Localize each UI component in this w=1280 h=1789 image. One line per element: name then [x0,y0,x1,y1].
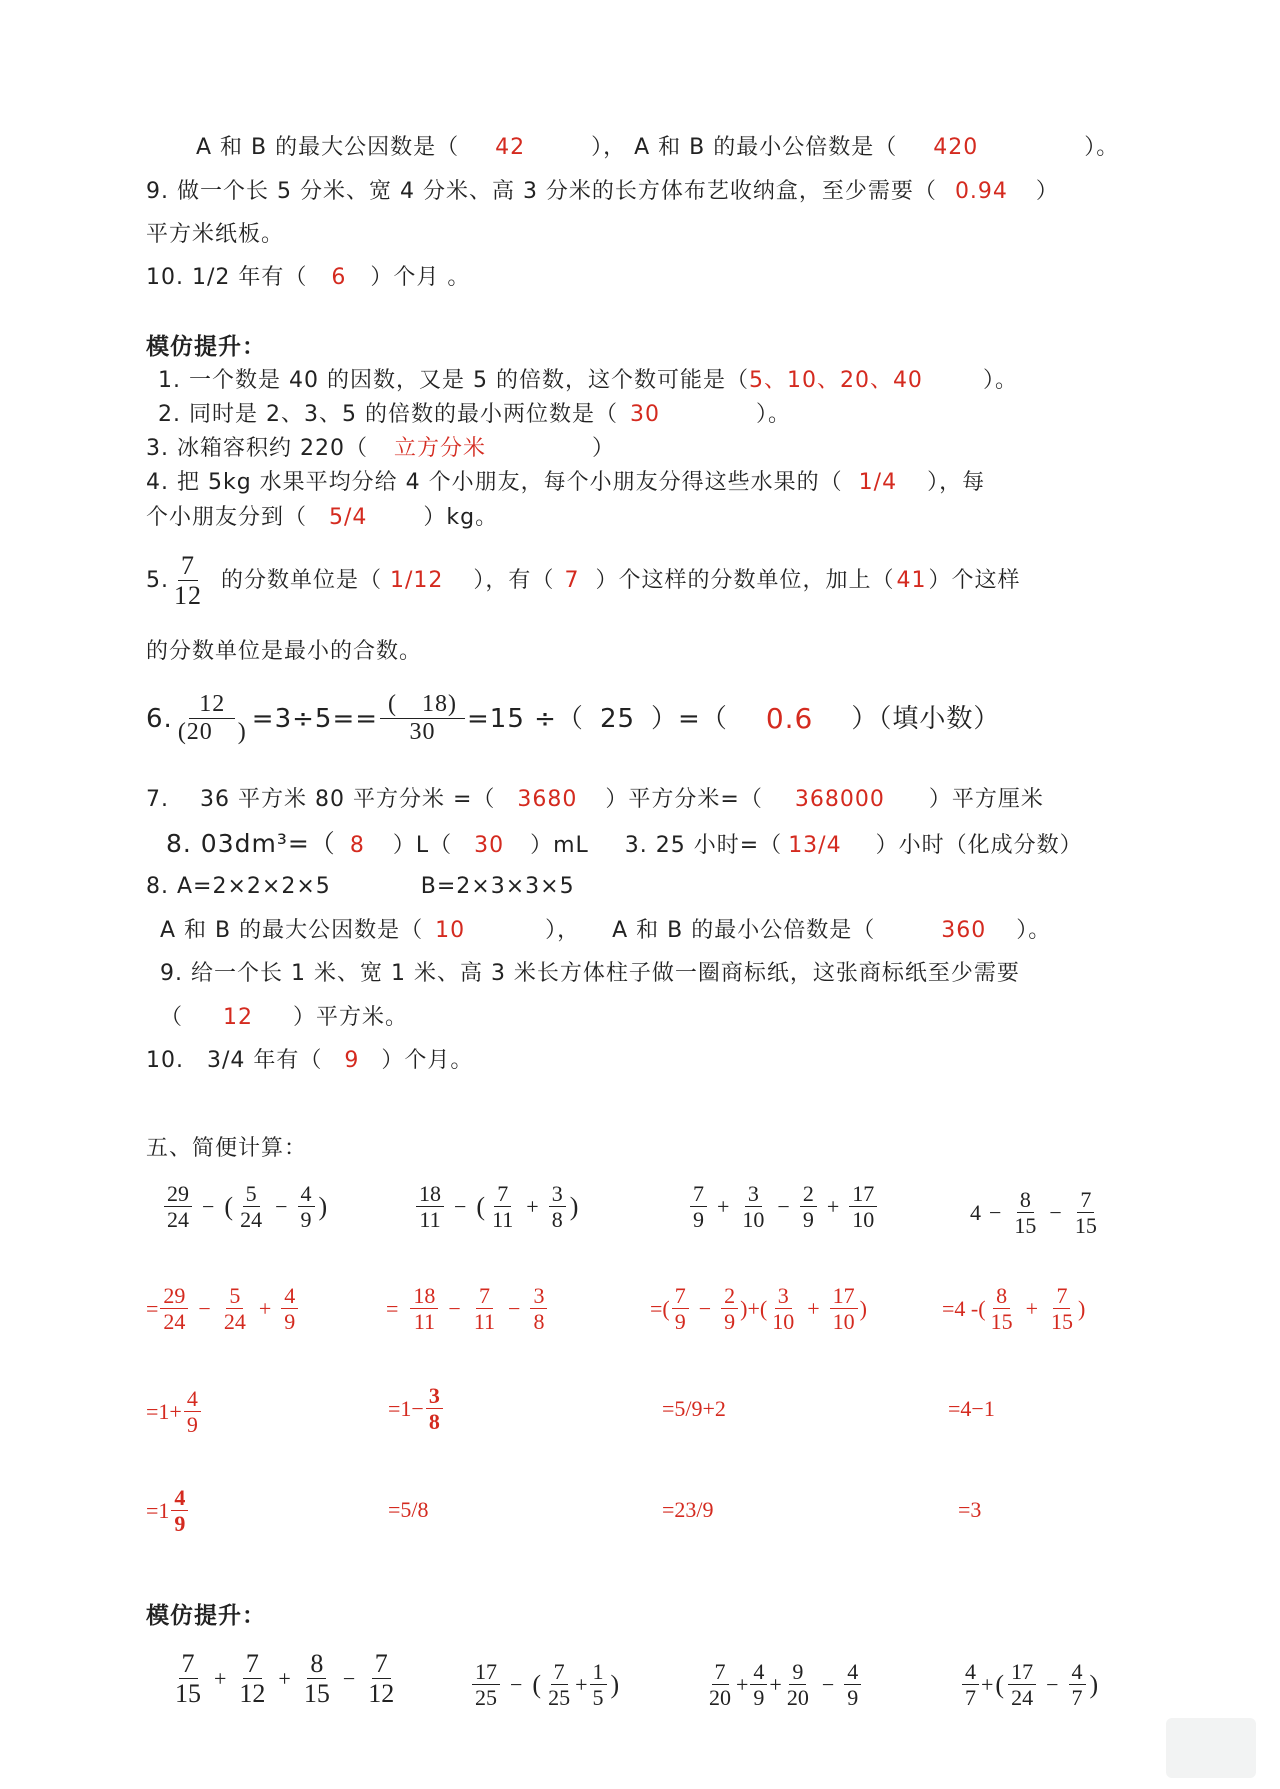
practice-expression-1: $\frac{7}{15}$ + $\frac{7}{12}$ + $\frac{8}{15}$ − $\frac{7}{12}$ [170,1650,399,1708]
step-row-2-3: =5/9+2 [662,1396,726,1421]
top-line-4: 10. 1/2 年有（ 6 ）个月 。 [146,265,471,290]
fraction: $\frac{7}{25}$ [548,1659,571,1711]
section-title: 模仿提升： [146,1603,266,1629]
answer: 5、10、20、40 [748,368,923,393]
q1: 1. 一个数是 40 的因数，又是 5 的倍数，这个数可能是（5、10、20、40 ）。 [158,368,1018,393]
fraction: $\frac{4}{9}$ [281,1284,298,1333]
fraction: $\frac{9}{20}$ [786,1659,809,1711]
expression-4: 4 − $\frac{8}{15}$ − $\frac{7}{15}$ [970,1188,1102,1237]
fraction: $\frac{3}{8}$ [530,1284,547,1333]
fraction: $\frac{3}{8}$ [549,1182,566,1231]
fraction: $\frac{8}{15}$ [990,1283,1013,1335]
fraction: $\frac{7}{12}$ [174,551,202,611]
fraction: $\frac{7}{15}$ [175,1649,201,1709]
fraction: $\frac{4}{7}$ [962,1660,979,1709]
expression-2: $\frac{18}{11}$ − ( $\frac{7}{11}$ + $\frac{3}{8}$ ) [414,1182,580,1231]
q2: 2. 同时是 2、3、5 的倍数的最小两位数是（ 30 ）。 [158,402,791,427]
fraction: $\frac{4}{9}$ [171,1486,188,1535]
answer: 0.6 [765,701,814,735]
q8: 8. A=2×2×2×5 B=2×3×3×5 [146,874,575,899]
fraction: $\frac{17}{10}$ [830,1284,858,1333]
practice-expression-3: $\frac{7}{20}$ + $\frac{4}{9}$ + $\frac{9}{20}$ − $\frac{4}{9}$ [704,1660,863,1709]
fraction: $\frac{5}{24}$ [240,1181,263,1233]
expression-1: $\frac{29}{24}$ − ( $\frac{5}{24}$ − $\frac{4}{9}$ ) [162,1182,329,1231]
fraction: $\frac{17}{25}$ [472,1660,500,1709]
section-title: 模仿提升： [146,334,266,360]
top-line-2: 9. 做一个长 5 分米、宽 4 分米、高 3 分米的长方体布艺收纳盒，至少需要（ 0.94 ） [146,179,1059,204]
answer: 0.94 [954,179,1008,204]
fraction: $\frac{7}{15}$ [1050,1283,1073,1335]
answer: 10 [435,918,466,943]
q3: 3. 冰箱容积约 220（ 立方分米 ） [146,436,615,461]
fraction: $\frac{2}{9}$ [800,1182,817,1231]
fraction: $\frac{( 18)}{30}$ [380,692,465,745]
q6: 6. $\frac{12}{(20 )}$ =3÷5== $\frac{( 18)}{30}$ =15 ÷（ 25 ）=（ 0.6 ）（填小数） [146,691,1001,746]
answer: 1/12 [390,567,444,593]
fraction: $\frac{5}{24}$ [223,1283,246,1335]
answer: 7 [564,567,580,593]
answer: 368000 [794,787,885,812]
answer: 8 [349,833,365,858]
fraction: $\frac{4}{9}$ [298,1182,315,1231]
q8b: A 和 B 的最大公因数是（ 10 ）， A 和 B 的最小公倍数是（ 360 ）。 [160,918,1052,943]
answer: 3680 [517,787,578,812]
fraction: $\frac{3}{10}$ [742,1181,765,1233]
step-4: =4 - ( $\frac{8}{15}$ + $\frac{7}{15}$ ) [942,1283,1086,1335]
fraction: $\frac{4}{9}$ [844,1660,861,1709]
q9: 9. 给一个长 1 米、宽 1 米、高 3 米长方体柱子做一圈商标纸，这张商标纸至少需要 [160,961,1020,986]
answer: 6 [331,265,347,290]
q10: 10. 3/4 年有（ 9 ）个月。 [146,1048,474,1073]
fraction: $\frac{4}{9}$ [184,1387,201,1436]
fraction: $\frac{7}{9}$ [672,1284,689,1333]
answer: 25 [599,703,636,734]
step-row-2-2: =1− $\frac{3}{8}$ [388,1384,445,1433]
fraction: $\frac{29}{24}$ [160,1284,188,1333]
answer: 12 [223,1005,254,1030]
answer: 420 [933,135,979,160]
q5: 5. $\frac{7}{12}$ 的分数单位是（ 1/12 ），有（ 7 ）个这样的分数单位，加上（ 41 ）个这样 [146,551,1021,611]
q5b: 的分数单位是最小的合数。 [146,639,423,664]
fraction: $\frac{3}{10}$ [772,1283,795,1335]
fraction: $\frac{7}{15}$ [1074,1187,1097,1239]
answer: 1/4 [858,470,898,495]
fraction: $\frac{18}{11}$ [410,1284,438,1333]
top-line-3: 平方米纸板。 [146,222,285,247]
fraction: $\frac{12}{(20 )}$ [177,691,247,746]
corner-shadow [1166,1718,1256,1778]
fraction: $\frac{17}{24}$ [1008,1660,1036,1709]
fraction: $\frac{7}{12}$ [368,1649,395,1709]
fraction: $\frac{17}{10}$ [849,1182,877,1231]
fraction: $\frac{8}{15}$ [303,1649,330,1709]
fraction: $\frac{7}{9}$ [690,1182,707,1231]
fraction: $\frac{7}{11}$ [473,1283,496,1335]
fraction: $\frac{7}{12}$ [239,1649,266,1709]
step-3: =( $\frac{7}{9}$ − $\frac{2}{9}$ )+( $\frac{3}{10}$ + $\frac{17}{10}$ ) [650,1283,867,1335]
top-line-1: A 和 B 的最大公因数是（ 42 ）， A 和 B 的最小公倍数是（ 420 ）。 [196,135,1120,160]
fraction: $\frac{8}{15}$ [1014,1187,1037,1239]
final-2: =5/8 [388,1497,429,1522]
q9b: （ 12 ）平方米。 [160,1005,409,1030]
fraction: $\frac{2}{9}$ [721,1284,738,1333]
answer: 立方分米 [393,436,486,461]
answer: 5/4 [329,505,368,530]
answer: 30 [474,833,505,858]
answer: 9 [344,1048,360,1073]
fraction: $\frac{7}{20}$ [709,1659,731,1711]
fraction: $\frac{29}{24}$ [164,1182,192,1231]
fraction: $\frac{4}{7}$ [1069,1660,1086,1709]
section-title: 五、简便计算： [146,1136,308,1161]
answer: 13/4 [788,833,842,858]
fraction: $\frac{7}{11}$ [492,1181,514,1233]
q4: 4. 把 5kg 水果平均分给 4 个小朋友，每个小朋友分得这些水果的（ 1/4 ），每 [146,470,986,495]
q7b: 8. 03dm³=（ 8 ）L（ 30 ）mL 3. 25 小时=（ 13/4 ）小时（化成分数） [166,829,1083,858]
q4b: 个小朋友分到（ 5/4 ）kg。 [146,505,499,530]
final-3: =23/9 [662,1497,714,1522]
answer: 42 [495,135,526,160]
q7: 7. 36 平方米 80 平方分米 =（ 3680 ）平方分米=（ 368000 ）平方厘米 [146,787,1044,812]
step-row-2-1: =1+ $\frac{4}{9}$ [146,1387,203,1436]
practice-expression-4: $\frac{4}{7}$ + ( $\frac{17}{24}$ − $\frac{4}{7}$ ) [960,1660,1100,1709]
step-2: = $\frac{18}{11}$ − $\frac{7}{11}$ − $\frac{3}{8}$ [386,1284,549,1333]
final-4: =3 [958,1497,982,1522]
answer: 41 [896,567,927,593]
fraction: $\frac{4}{9}$ [750,1660,767,1709]
fraction: $\frac{1}{5}$ [590,1660,607,1709]
expression-3: $\frac{7}{9}$ + $\frac{3}{10}$ − $\frac{2}{9}$ + $\frac{17}{10}$ [688,1182,879,1231]
answer: 360 [941,918,987,943]
final-1: =1 $\frac{4}{9}$ [146,1486,190,1535]
answer: 30 [629,402,660,427]
step-1: = $\frac{29}{24}$ − $\frac{5}{24}$ + $\frac{4}{9}$ [146,1284,300,1333]
fraction: $\frac{3}{8}$ [426,1384,443,1433]
fraction: $\frac{18}{11}$ [416,1182,444,1231]
practice-expression-2: $\frac{17}{25}$ − ( $\frac{7}{25}$ + $\frac{1}{5}$ ) [470,1660,621,1709]
step-row-2-4: =4−1 [948,1396,995,1421]
